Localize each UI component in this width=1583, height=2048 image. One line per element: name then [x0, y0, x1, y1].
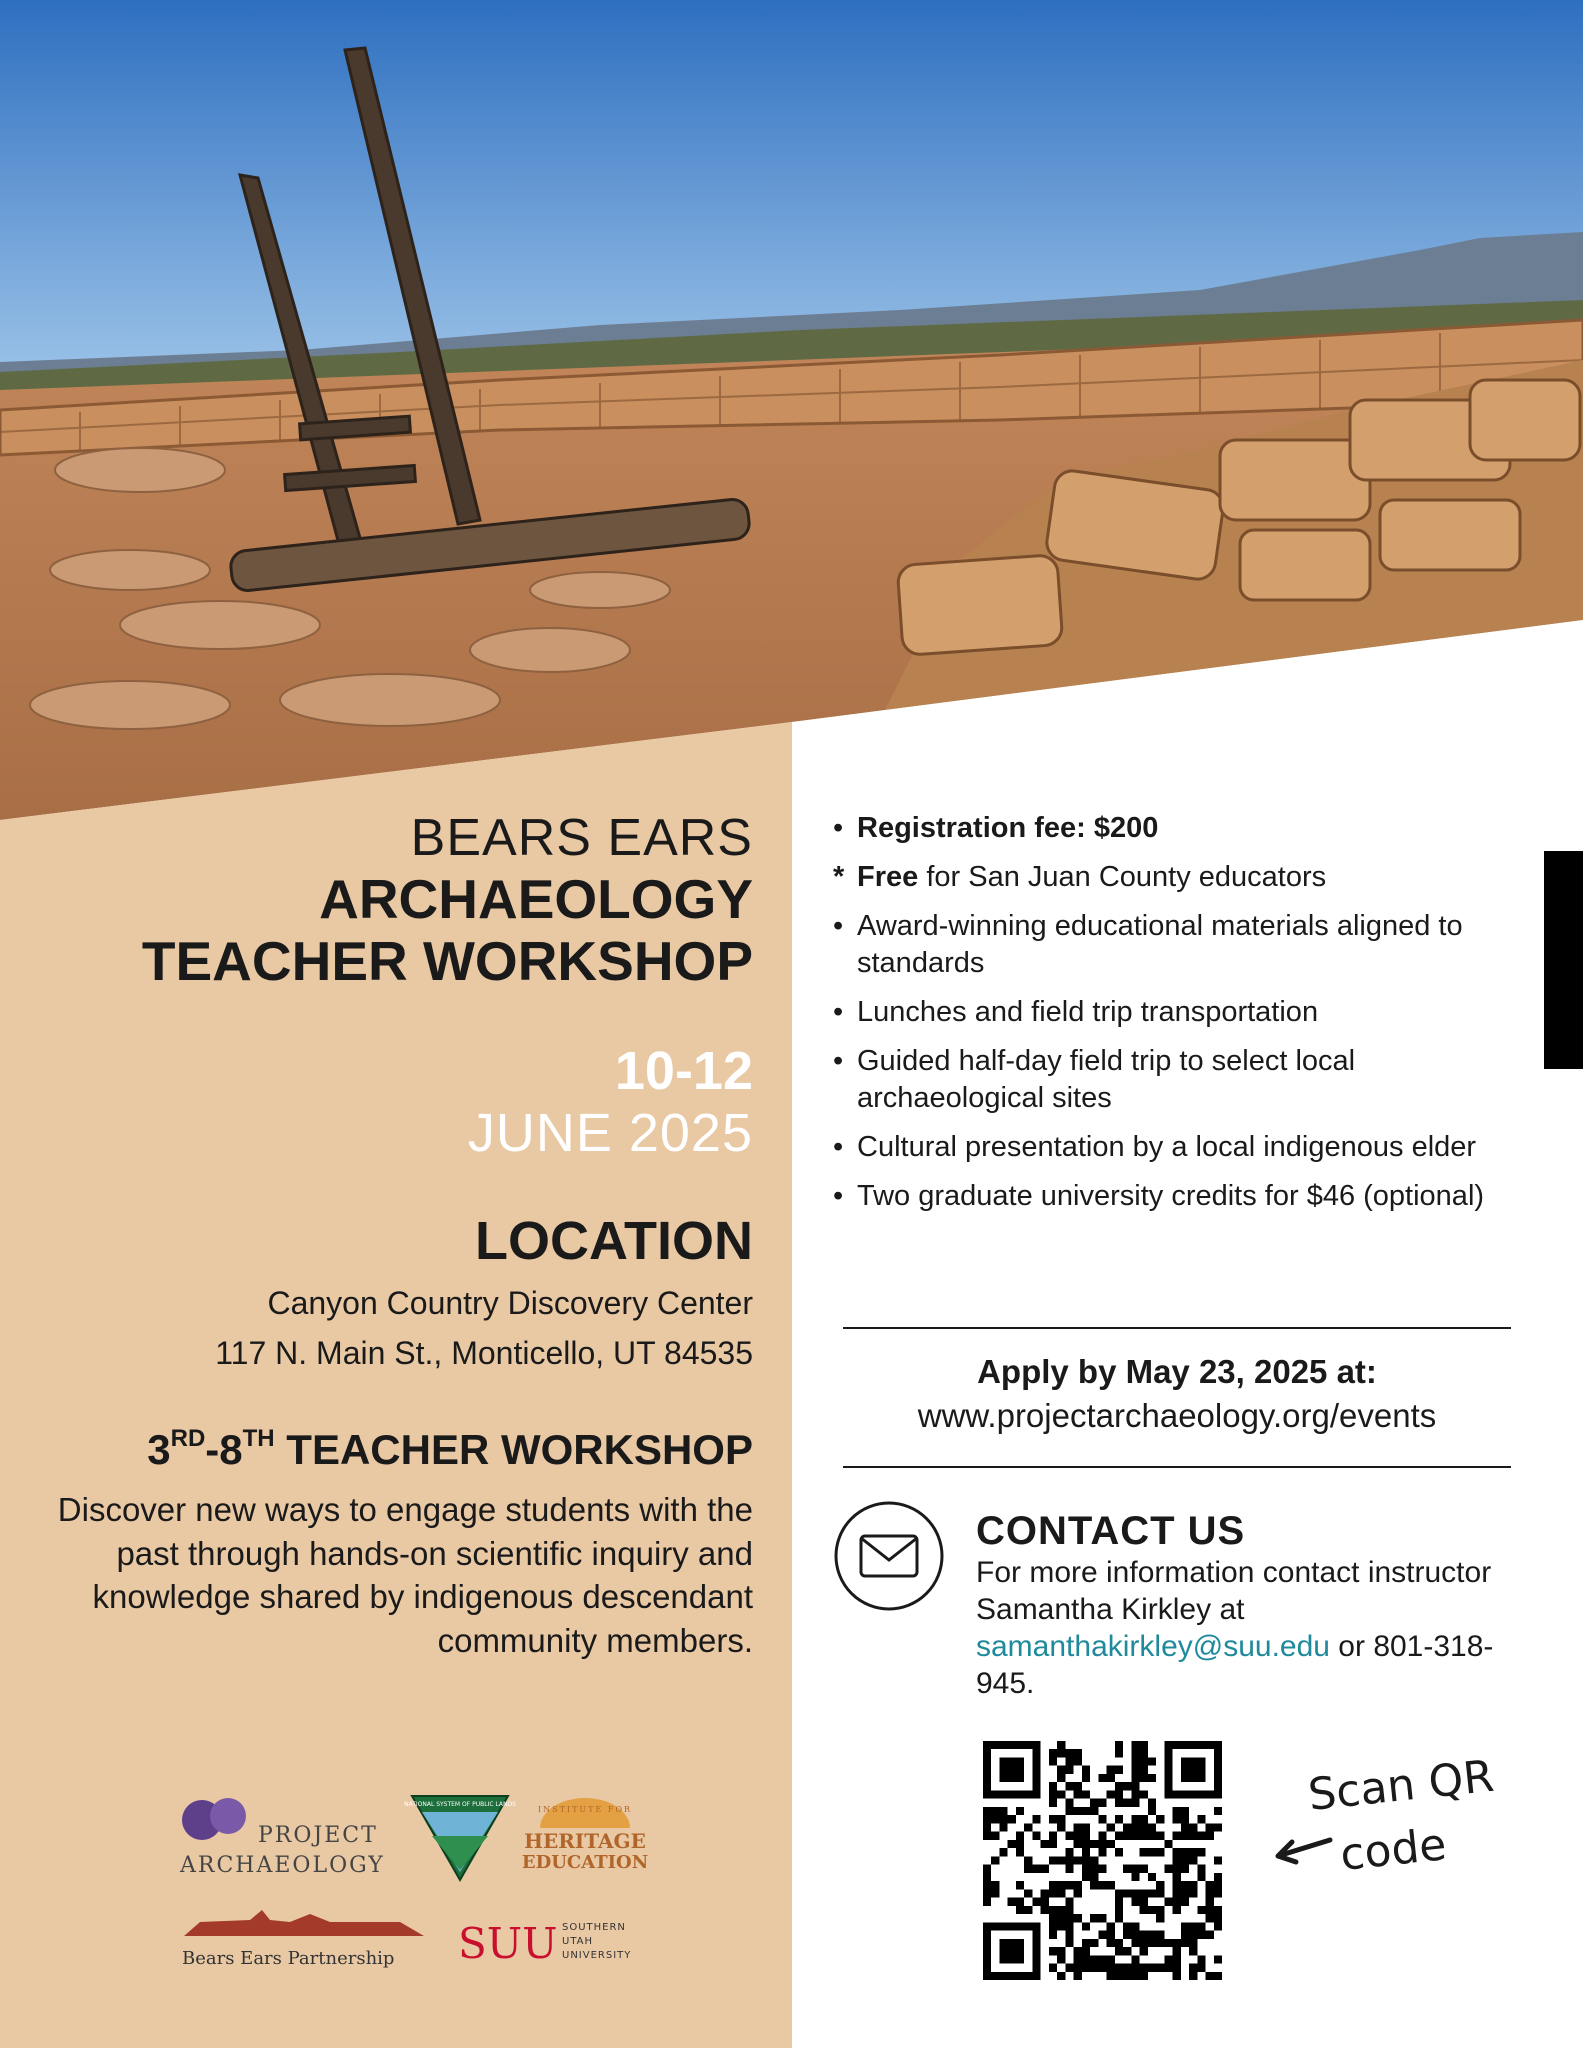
arrow-left-icon: [1278, 1840, 1330, 1862]
svg-text:ARCHAEOLOGY: ARCHAEOLOGY: [180, 1853, 385, 1878]
title-line-2: ARCHAEOLOGY: [319, 868, 753, 930]
free-rest: for San Juan County educators: [918, 861, 1327, 893]
bullet-icon: •: [833, 1045, 844, 1077]
contact-text: For more information contact instructor Samantha Kirkley at: [976, 1556, 1492, 1626]
contact-body: [976, 1554, 1496, 1702]
svg-text:UTAH: UTAH: [562, 1936, 594, 1947]
svg-text:SOUTHERN: SOUTHERN: [562, 1922, 626, 1933]
svg-text:HERITAGE: HERITAGE: [524, 1829, 646, 1853]
grade-from-suffix: RD: [170, 1425, 206, 1452]
asterisk-icon: *: [833, 861, 845, 893]
svg-text:Bears Ears Partnership: Bears Ears Partnership: [182, 1948, 395, 1969]
divider-bottom: [843, 1466, 1511, 1468]
svg-text:SUU: SUU: [458, 1919, 558, 1968]
blm-logo: [404, 1796, 516, 1880]
title-line-1: BEARS EARS: [410, 809, 753, 867]
grade-to-suffix: TH: [242, 1425, 275, 1452]
grade-dash: -8: [205, 1426, 243, 1473]
edge-tab: [1544, 851, 1583, 1069]
svg-text:UNIVERSITY: UNIVERSITY: [562, 1950, 632, 1961]
scan-caption-line-1: Scan QR: [1305, 1750, 1497, 1821]
contact-email-link[interactable]: samanthakirkley@suu.edu: [976, 1630, 1330, 1663]
list-item: • Lunches and field trip transportation: [833, 994, 1513, 1031]
grade-heading-rest: TEACHER WORKSHOP: [274, 1426, 753, 1473]
qr-code[interactable]: [983, 1741, 1222, 1980]
list-item-fee: • Registration fee: $200: [833, 810, 1513, 847]
right-panel-background: [792, 0, 1583, 730]
project-archaeology-logo: [179, 1798, 385, 1878]
location-address: 117 N. Main St., Monticello, UT 84535: [215, 1335, 753, 1371]
location-heading: LOCATION: [475, 1211, 753, 1271]
bears-ears-partnership-logo: [182, 1910, 424, 1969]
title-line-3: TEACHER WORKSHOP: [141, 930, 753, 992]
list-item-free: [833, 859, 1513, 896]
svg-text:NATIONAL SYSTEM OF PUBLIC LAND: NATIONAL SYSTEM OF PUBLIC LANDS: [404, 1801, 516, 1808]
scan-caption-line-2: code: [1337, 1819, 1449, 1881]
details-list: [833, 810, 1513, 1215]
svg-text:PROJECT: PROJECT: [258, 1823, 378, 1848]
bullet-icon: •: [833, 1131, 844, 1163]
apply-deadline: Apply by May 23, 2025 at:: [977, 1353, 1377, 1390]
bullet-icon: •: [833, 910, 844, 942]
list-item: • Cultural presentation by a local indigenous elder: [833, 1129, 1513, 1166]
svg-text:EDUCATION: EDUCATION: [521, 1852, 649, 1873]
suu-logo: [458, 1919, 631, 1968]
location-address-block: [215, 1278, 753, 1378]
partner-logos: [170, 1790, 670, 1980]
heritage-education-logo: [522, 1798, 648, 1873]
grade-heading: [147, 1425, 753, 1474]
divider-top: [843, 1327, 1511, 1329]
svg-text:INSTITUTE FOR: INSTITUTE FOR: [537, 1805, 633, 1814]
envelope-icon: [833, 1500, 945, 1612]
bullet-icon: •: [833, 1180, 844, 1212]
grade-from: 3: [147, 1426, 171, 1473]
contact-phone-text: or 801-318-945.: [976, 1630, 1494, 1700]
workshop-dates: [468, 1040, 753, 1164]
contact-heading: CONTACT US: [976, 1509, 1246, 1553]
workshop-title: [53, 808, 753, 992]
dates-month-year: JUNE 2025: [467, 1103, 753, 1163]
location-venue: Canyon Country Discovery Center: [267, 1285, 753, 1321]
bullet-icon: •: [833, 812, 844, 844]
apply-block: [843, 1350, 1511, 1438]
scan-qr-caption: [1270, 1750, 1497, 1888]
list-item: • Two graduate university credits for $46 (optional): [833, 1178, 1513, 1215]
workshop-description: Discover new ways to engage students with the past through hands-on scientific inquiry and knowledge shared by indigenous descendant community members.: [57, 1491, 753, 1659]
bullet-icon: •: [833, 996, 844, 1028]
apply-url-link[interactable]: www.projectarchaeology.org/events: [917, 1397, 1437, 1434]
contact-block: [976, 1508, 1496, 1702]
free-bold: Free: [857, 861, 919, 893]
list-item: • Guided half-day field trip to select local archaeological sites: [833, 1045, 1356, 1114]
dates-days: 10-12: [614, 1041, 753, 1101]
details-column: [833, 810, 1513, 1227]
list-item: • Award-winning educational materials aligned to standards: [833, 910, 1463, 979]
